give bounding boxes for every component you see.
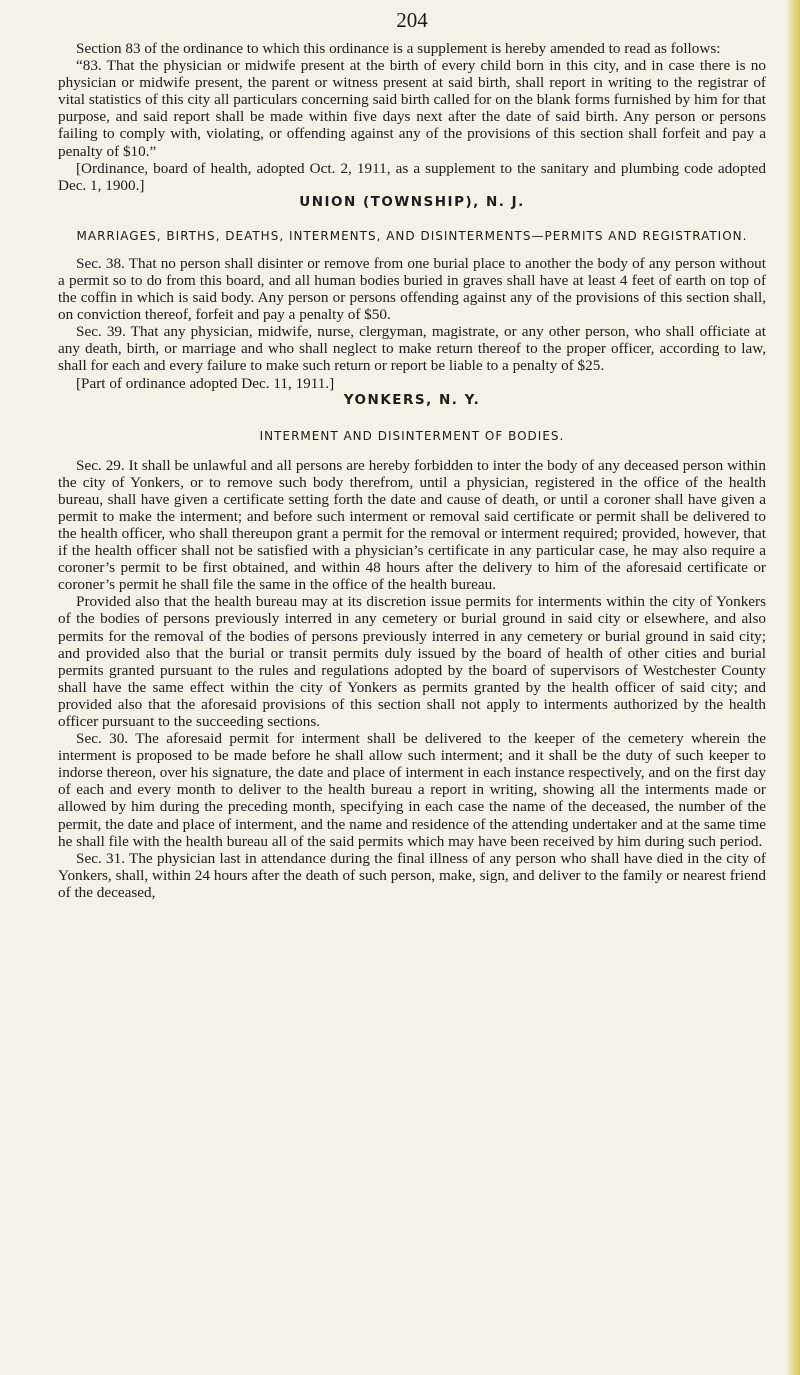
union-sec-39: Sec. 39. That any physician, midwife, nurse, clergyman, magistrate, or any other person, who shall officiate at any death, birth, or marriage and who shall neglect to make return thereof to the proper officer, according to law, shall for each and every failure to make such return or report be liable to a penalty of $25.: [58, 323, 766, 375]
yonkers-proviso: Provided also that the health bureau may at its discretion issue permits for interments within the city of Yonkers of the bodies of persons previously interred in any cemetery or burial ground in said city or elsewhere, and also permits for the removal of the bodies of persons previously interred in any cemetery or burial ground in said city; and provided also that the burial or transit permits duly issued by the board of health of other cities and burial permits granted pursuant to the rules and regulations adopted by the board of supervisors of Westchester County shall have the same effect within the city of Yonkers as permits granted by the health officer of said city; and provided also that the aforesaid provisions of this section shall not apply to interments authorized by the health officer pursuant to the succeeding sections.: [58, 593, 766, 730]
union-note: [Part of ordinance adopted Dec. 11, 1911.]: [76, 374, 335, 392]
page-edge: [786, 0, 800, 1375]
ordinance-note: [Ordinance, board of health, adopted Oct. 2, 1911, as a supplement to the sanitary and plumbing code adopted Dec. 1, 1900.]: [58, 159, 766, 194]
section-83-text: “83. That the physician or midwife present at the birth of every child born in this city, and in case there is no physician or midwife present, the parent or witness present at said birth, shall report in writing to the registrar of vital statistics of this city all particulars concerning said birth called for on the blank forms furnished by him for that purpose, and said report shall be made within five days next after the date of said birth. Any person or persons failing to comply with, violating, or offending against any of the provisions of this section shall forfeit and pay a penalty of $10.”: [58, 57, 766, 160]
union-heading: UNION (TOWNSHIP), N. J.: [299, 193, 525, 210]
page-number: 204: [396, 8, 428, 32]
yonkers-heading: YONKERS, N. Y.: [343, 391, 481, 408]
yonkers-sec-30: Sec. 30. The aforesaid permit for interment shall be delivered to the keeper of the cemetery wherein the interment is proposed to be made before he shall allow such interment; and it shall be the duty of such keeper to indorse thereon, over his signature, the date and place of interment in each instance respectively, and on the first day of each and every month to deliver to the health bureau a report in writing, showing all the interments made or allowed by him during the preceding month, specifying in each case the name of the deceased, the number of the permit, the date and place of interment, and the name and residence of the attending undertaker and at the same time he shall file with the health bureau all of the said permits which may have been received by him during such period.: [58, 730, 766, 850]
union-subheading: MARRIAGES, BIRTHS, DEATHS, INTERMENTS, AND DISINTERMENTS—PERMITS AND REGISTRATION.: [76, 228, 748, 243]
yonkers-sec-29: Sec. 29. It shall be unlawful and all persons are hereby forbidden to inter the body of any deceased person within the city of Yonkers, or to remove such body therefrom, until a physician, registered in the office of the health bureau, shall have given a certificate setting forth the date and cause of death, or until a coroner shall have given a permit to make the interment; and before such interment or removal said certificate or permit shall be delivered to the health officer, who shall thereupon grant a permit for the removal or interment required; provided, however, that if the health officer shall not be satisfied with a physician’s certificate in any particular case, he may also require a coroner’s permit to be first obtained, and within 48 hours after the delivery to him of the aforesaid certificate or coroner’s permit he shall file the same in the office of the health bureau.: [58, 456, 766, 594]
union-sec-38: Sec. 38. That no person shall disinter or remove from one burial place to another the body of any person without a permit so to do from this board, and all human bodies buried in graves shall have at least 4 feet of earth on top of the coffin in which is said body. Any person or persons offending against any of the provisions of this section shall, on conviction thereof, forfeit and pay a penalty of $50.: [58, 254, 766, 324]
intro-lead: Section 83 of the ordinance to which this ordinance is a supplement is hereby amended to read as follows:: [76, 40, 721, 57]
yonkers-sec-31: Sec. 31. The physician last in attendance during the final illness of any person who shall have died in the city of Yonkers, shall, within 24 hours after the death of such person, make, sign, and deliver to the family or nearest friend of the deceased,: [58, 849, 766, 901]
yonkers-subheading: INTERMENT AND DISINTERMENT OF BODIES.: [259, 428, 565, 443]
